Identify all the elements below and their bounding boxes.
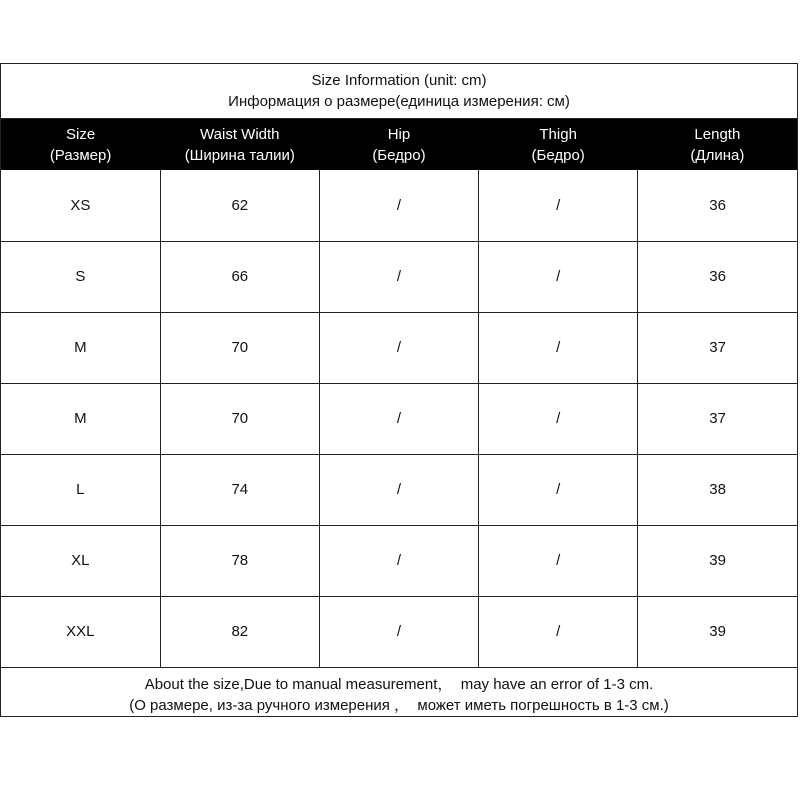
note-russian: (О размере, из-за ручного измерения ， может иметь погрешность в 1-3 см.) xyxy=(129,696,669,714)
column-header-length xyxy=(638,119,797,170)
title-english: Size Information (unit: cm) xyxy=(311,72,487,89)
size-cell: S xyxy=(1,241,160,312)
table-row xyxy=(1,454,797,525)
size-chart xyxy=(0,63,798,717)
hip-cell: / xyxy=(319,383,478,454)
column-header-size xyxy=(1,119,160,170)
length-cell: 39 xyxy=(638,525,797,596)
waist-width-cell: 70 xyxy=(160,383,319,454)
thigh-cell: / xyxy=(479,454,638,525)
thigh-cell: / xyxy=(479,241,638,312)
thigh-cell: / xyxy=(479,170,638,241)
measurement-note xyxy=(1,668,797,722)
size-cell: L xyxy=(1,454,160,525)
column-header-label: Size xyxy=(66,125,96,143)
column-header-label: Waist Width xyxy=(200,125,280,143)
table-header-row xyxy=(1,119,797,170)
hip-cell: / xyxy=(319,596,478,667)
waist-width-cell: 70 xyxy=(160,312,319,383)
thigh-cell: / xyxy=(479,525,638,596)
table-row xyxy=(1,170,797,241)
table-row xyxy=(1,312,797,383)
length-cell: 36 xyxy=(638,241,797,312)
thigh-cell: / xyxy=(479,312,638,383)
size-cell: M xyxy=(1,312,160,383)
size-chart-title xyxy=(1,64,797,119)
length-cell: 38 xyxy=(638,454,797,525)
hip-cell: / xyxy=(319,454,478,525)
size-cell: XL xyxy=(1,525,160,596)
table-row xyxy=(1,525,797,596)
table-row xyxy=(1,596,797,667)
waist-width-cell: 66 xyxy=(160,241,319,312)
thigh-cell: / xyxy=(479,383,638,454)
table-row xyxy=(1,241,797,312)
hip-cell: / xyxy=(319,170,478,241)
size-cell: M xyxy=(1,383,160,454)
hip-cell: / xyxy=(319,241,478,312)
column-header-waist-width xyxy=(160,119,319,170)
column-header-label: Thigh xyxy=(539,125,577,143)
length-cell: 36 xyxy=(638,170,797,241)
hip-cell: / xyxy=(319,312,478,383)
column-header-hip xyxy=(319,119,478,170)
size-cell: XXL xyxy=(1,596,160,667)
size-table xyxy=(1,119,797,668)
waist-width-cell: 62 xyxy=(160,170,319,241)
column-header-translation: (Размер) xyxy=(49,146,112,164)
waist-width-cell: 74 xyxy=(160,454,319,525)
length-cell: 37 xyxy=(638,383,797,454)
column-header-translation: (Бедро) xyxy=(531,146,585,164)
waist-width-cell: 82 xyxy=(160,596,319,667)
size-cell: XS xyxy=(1,170,160,241)
table-row xyxy=(1,383,797,454)
column-header-label: Length xyxy=(694,125,741,143)
title-russian: Информация о размере(единица измерения: см) xyxy=(228,93,570,110)
length-cell: 37 xyxy=(638,312,797,383)
waist-width-cell: 78 xyxy=(160,525,319,596)
length-cell: 39 xyxy=(638,596,797,667)
column-header-translation: (Бедро) xyxy=(372,146,426,164)
hip-cell: / xyxy=(319,525,478,596)
thigh-cell: / xyxy=(479,596,638,667)
column-header-thigh xyxy=(479,119,638,170)
column-header-translation: (Длина) xyxy=(690,146,745,164)
column-header-label: Hip xyxy=(387,125,411,143)
note-english: About the size,Due to manual measurement， may have an error of 1-3 cm. xyxy=(144,675,654,693)
column-header-translation: (Ширина талии) xyxy=(184,146,295,164)
